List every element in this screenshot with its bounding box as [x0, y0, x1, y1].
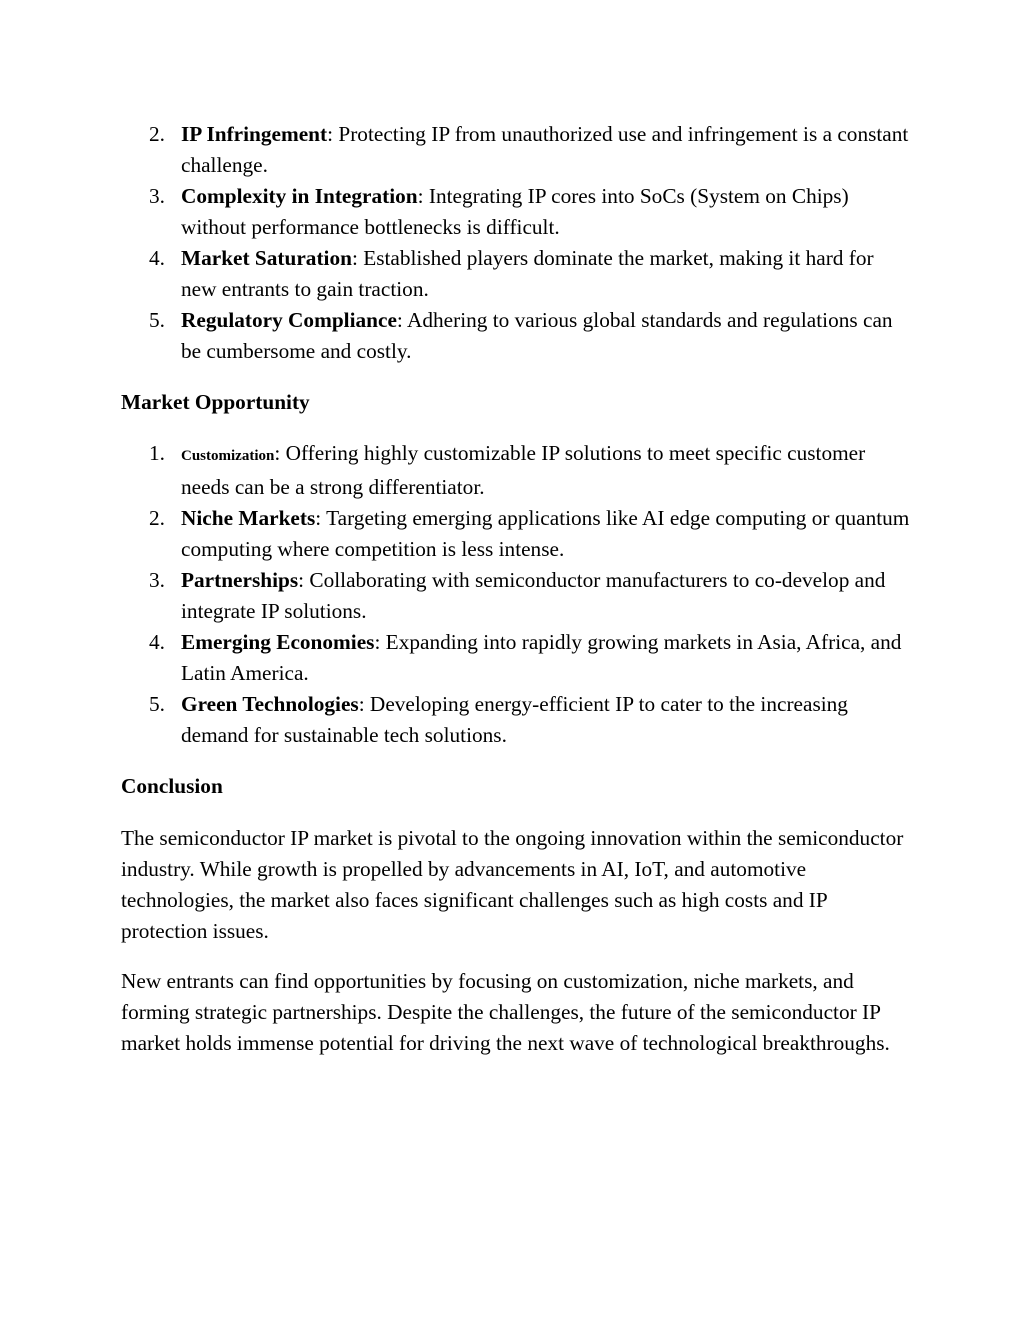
list-term: Regulatory Compliance — [181, 308, 397, 332]
list-term: IP Infringement — [181, 122, 328, 146]
opportunity-list — [121, 438, 911, 751]
list-separator: : — [274, 441, 281, 465]
list-term: Niche Markets — [181, 506, 316, 530]
list-text: Collaborating with semiconductor manufacturers to co-develop and integrate IP solutions. — [181, 568, 886, 623]
challenges-list — [121, 119, 911, 367]
list-item — [121, 689, 911, 751]
conclusion-paragraph-1: The semiconductor IP market is pivotal to the ongoing innovation within the semiconductor industry. While growth is propelled by advancements in AI, IoT, and automotive technologies, the market also faces significant challenges such as high costs and IP protection issues. — [121, 826, 904, 943]
list-separator: : — [351, 246, 358, 270]
list-term: Market Saturation — [181, 246, 352, 270]
list-number: 4. — [149, 246, 165, 270]
list-term: Partnerships — [181, 568, 299, 592]
list-text: Developing energy-efficient IP to cater to the increasing demand for sustainable tech solutions. — [181, 692, 848, 747]
list-item — [121, 305, 911, 367]
list-text: Protecting IP from unauthorized use and infringement is a constant challenge. — [181, 122, 909, 177]
list-item — [121, 119, 911, 181]
list-separator: : — [396, 308, 403, 332]
list-number: 2. — [149, 506, 165, 530]
list-number: 3. — [149, 184, 165, 208]
list-number: 5. — [149, 308, 165, 332]
list-item — [121, 438, 911, 503]
list-text: Offering highly customizable IP solutions to meet specific customer needs can be a strong differentiator. — [181, 441, 866, 499]
list-text: Adhering to various global standards and regulations can be cumbersome and costly. — [181, 308, 893, 363]
list-item — [121, 627, 911, 689]
list-separator: : — [298, 568, 305, 592]
list-number: 3. — [149, 568, 165, 592]
list-text: Expanding into rapidly growing markets in Asia, Africa, and Latin America. — [181, 630, 902, 685]
conclusion-paragraph-2: New entrants can find opportunities by focusing on customization, niche markets, and forming strategic partnerships. Despite the challenges, the future of the semiconductor IP market holds immense potential for driving the next wave of technological breakthroughs. — [121, 969, 890, 1055]
section-heading-conclusion: Conclusion — [121, 774, 223, 798]
list-separator: : — [315, 506, 322, 530]
list-term: Complexity in Integration — [181, 184, 418, 208]
list-item — [121, 565, 911, 627]
list-number: 2. — [149, 122, 165, 146]
list-separator: : — [358, 692, 365, 716]
list-item — [121, 243, 911, 305]
section-heading-market-opportunity: Market Opportunity — [121, 390, 310, 414]
list-text: Integrating IP cores into SoCs (System on Chips) without performance bottlenecks is difficult. — [181, 184, 849, 239]
list-separator: : — [327, 122, 334, 146]
list-term: Customization — [181, 448, 275, 464]
list-item — [121, 181, 911, 243]
list-separator: : — [374, 630, 381, 654]
list-item — [121, 503, 911, 565]
list-text: Established players dominate the market, making it hard for new entrants to gain traction. — [181, 246, 874, 301]
list-separator: : — [417, 184, 424, 208]
list-term: Green Technologies — [181, 692, 359, 716]
list-number: 5. — [149, 692, 165, 716]
list-term: Emerging Economies — [181, 630, 375, 654]
list-number: 4. — [149, 630, 165, 654]
list-text: Targeting emerging applications like AI edge computing or quantum computing where competition is less intense. — [181, 506, 910, 561]
list-number: 1. — [149, 441, 165, 465]
